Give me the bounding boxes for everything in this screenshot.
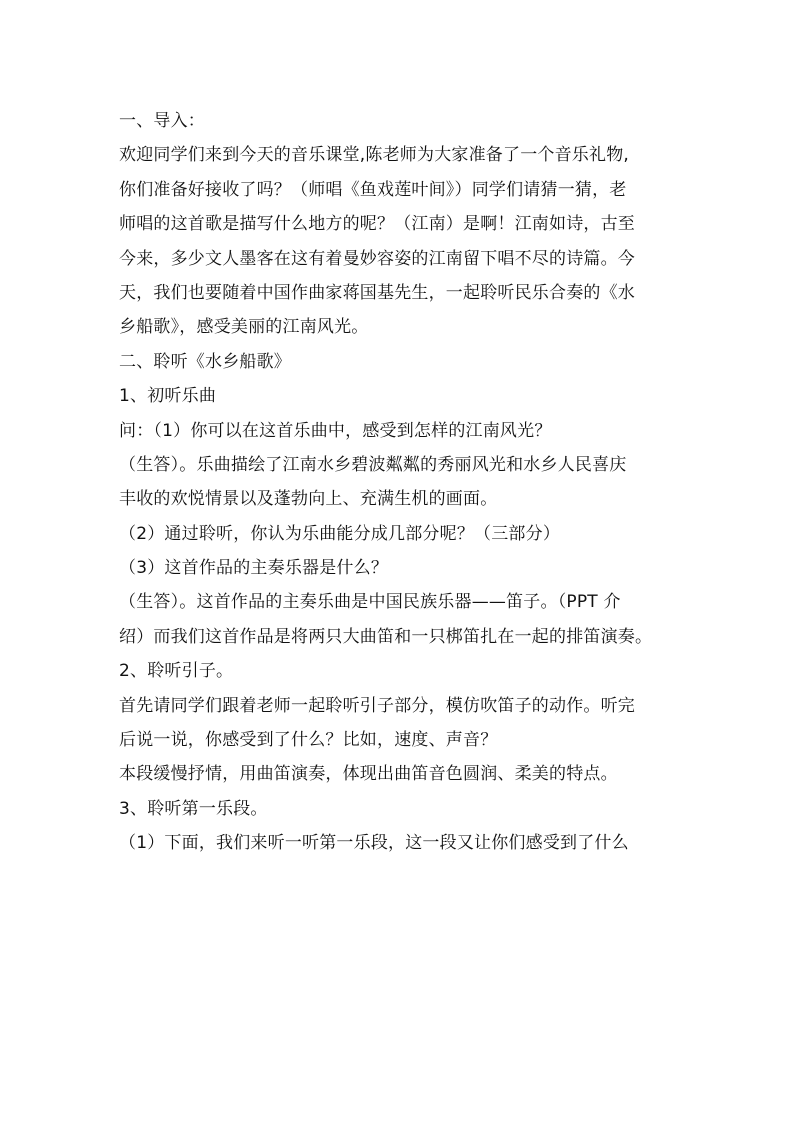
question-line: （1）下面，我们来听一听第一乐段，这一段又让你们感受到了什么 [119, 833, 629, 854]
document-body [119, 104, 684, 861]
paragraph-line: 你们准备好接收了吗？（师唱《鱼戏莲叶间》）同学们请猜一猜，老 [119, 179, 627, 200]
section-heading-listen: 二、聆听《水乡船歌》 [119, 351, 291, 372]
paragraph-line: 天，我们也要随着中国作曲家蒋国基先生，一起聆听民乐合奏的《水 [119, 282, 635, 303]
paragraph-line: 师唱的这首歌是描写什么地方的呢？（江南）是啊！江南如诗，古至 [119, 214, 635, 235]
subheading-first-listen: 1、初听乐曲 [119, 386, 217, 407]
paragraph-line: 后说一说，你感受到了什么？比如，速度、声音？ [119, 730, 498, 751]
question-line: 问：（1）你可以在这首乐曲中，感受到怎样的江南风光？ [119, 420, 552, 441]
subheading-first-section: 3、聆听第一乐段。 [119, 798, 268, 819]
paragraph-line: 丰收的欢悦情景以及蓬勃向上、充满生机的画面。 [119, 489, 498, 510]
subheading-intro-part: 2、聆听引子。 [119, 661, 234, 682]
paragraph-line: 首先请同学们跟着老师一起聆听引子部分，模仿吹笛子的动作。听完 [119, 695, 635, 716]
paragraph-line: 绍）而我们这首作品是将两只大曲笛和一只梆笛扎在一起的排笛演奏。 [119, 626, 653, 647]
paragraph-line: 欢迎同学们来到今天的音乐课堂,陈老师为大家准备了一个音乐礼物, [119, 145, 630, 166]
section-heading-intro: 一、导入： [119, 111, 205, 131]
paragraph-line: 本段缓慢抒情，用曲笛演奏，体现出曲笛音色圆润、柔美的特点。 [119, 764, 618, 785]
paragraph-line: 今来，多少文人墨客在这有着曼妙容姿的江南留下唱不尽的诗篇。今 [119, 248, 635, 269]
paragraph-line: 乡船歌》，感受美丽的江南风光。 [119, 317, 369, 338]
question-line: （2）通过聆听，你认为乐曲能分成几部分呢？（三部分） [119, 523, 561, 544]
paragraph-line: （生答）。这首作品的主奏乐曲是中国民族乐器——笛子。（PPT 介 [119, 592, 621, 613]
paragraph-line: （生答）。乐曲描绘了江南水乡碧波粼粼的秀丽风光和水乡人民喜庆 [119, 454, 627, 475]
question-line: （3）这首作品的主奏乐器是什么？ [119, 558, 389, 579]
